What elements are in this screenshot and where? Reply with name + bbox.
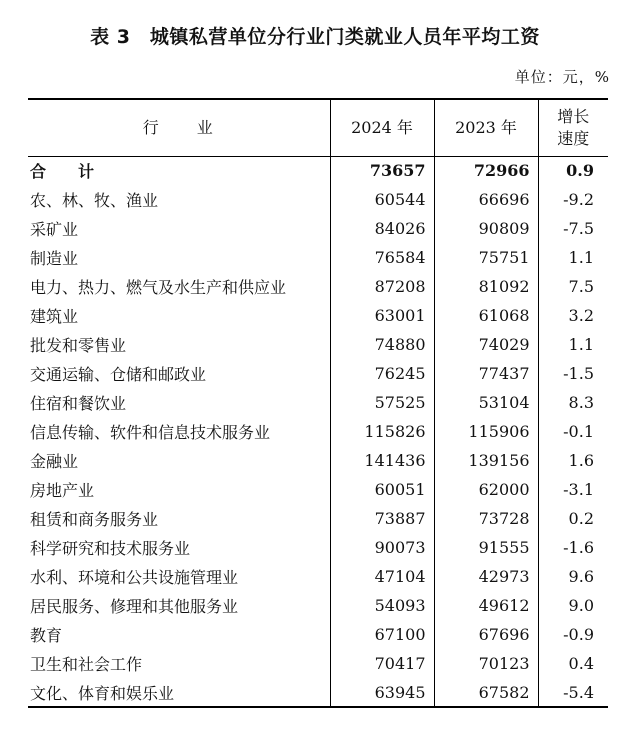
industry-cell: 电力、热力、燃气及水生产和供应业 (30, 278, 287, 297)
value-2023-cell: 67582 (434, 678, 538, 707)
table-row (28, 620, 608, 649)
value-2023-cell: 91555 (434, 533, 538, 562)
value-2024-cell: 70417 (330, 649, 434, 678)
industry-cell: 租赁和商务服务业 (30, 510, 159, 529)
table-row (28, 591, 608, 620)
value-2024-cell: 76245 (330, 359, 434, 388)
value-2023-cell: 139156 (434, 446, 538, 475)
growth-rate-cell: 7.5 (538, 272, 608, 301)
growth-rate-cell: -3.1 (538, 475, 608, 504)
industry-cell: 卫生和社会工作 (30, 655, 143, 674)
industry-cell: 房地产业 (30, 481, 95, 500)
page-title: 表 3 城镇私营单位分行业门类就业人员年平均工资 (90, 26, 540, 48)
value-2023-cell: 61068 (434, 301, 538, 330)
growth-rate-cell: 9.0 (538, 591, 608, 620)
value-2023-cell: 72966 (434, 156, 538, 185)
table-row (28, 185, 608, 214)
value-2024-cell: 90073 (330, 533, 434, 562)
value-2024-cell: 60051 (330, 475, 434, 504)
industry-cell: 信息传输、软件和信息技术服务业 (30, 423, 271, 442)
value-2024-cell: 67100 (330, 620, 434, 649)
value-2023-cell: 67696 (434, 620, 538, 649)
value-2024-cell: 74880 (330, 330, 434, 359)
value-2024-cell: 87208 (330, 272, 434, 301)
value-2024-cell: 60544 (330, 185, 434, 214)
table-row (28, 243, 608, 272)
table-row (28, 562, 608, 591)
table-row (28, 272, 608, 301)
value-2023-cell: 90809 (434, 214, 538, 243)
table-row (28, 330, 608, 359)
table-row (28, 678, 608, 707)
growth-rate-cell: -1.6 (538, 533, 608, 562)
industry-cell: 采矿业 (30, 220, 79, 239)
value-2023-cell: 81092 (434, 272, 538, 301)
header-industry: 行 业 (28, 99, 330, 156)
table-row (28, 446, 608, 475)
table-row (28, 533, 608, 562)
value-2024-cell: 47104 (330, 562, 434, 591)
industry-cell: 制造业 (30, 249, 79, 268)
value-2023-cell: 77437 (434, 359, 538, 388)
value-2024-cell: 54093 (330, 591, 434, 620)
industry-cell: 农、林、牧、渔业 (30, 191, 159, 210)
industry-cell: 科学研究和技术服务业 (30, 539, 191, 558)
value-2024-cell: 115826 (330, 417, 434, 446)
value-2024-cell: 73657 (330, 156, 434, 185)
value-2023-cell: 49612 (434, 591, 538, 620)
table-row (28, 359, 608, 388)
growth-rate-cell: -0.1 (538, 417, 608, 446)
industry-cell: 批发和零售业 (30, 336, 127, 355)
industry-cell: 交通运输、仓储和邮政业 (30, 365, 207, 384)
table-row (28, 214, 608, 243)
table-row (28, 475, 608, 504)
value-2023-cell: 42973 (434, 562, 538, 591)
wage-table (28, 98, 608, 708)
value-2023-cell: 115906 (434, 417, 538, 446)
header-growth: 增长 速度 (538, 99, 608, 156)
industry-cell: 金融业 (30, 452, 79, 471)
table-total-row (28, 156, 608, 185)
table-body (28, 156, 608, 707)
industry-cell: 居民服务、修理和其他服务业 (30, 597, 239, 616)
value-2024-cell: 141436 (330, 446, 434, 475)
value-2024-cell: 84026 (330, 214, 434, 243)
growth-rate-cell: 1.1 (538, 330, 608, 359)
growth-rate-cell: 1.1 (538, 243, 608, 272)
header-2024: 2024 年 (330, 99, 434, 156)
table-row (28, 417, 608, 446)
growth-rate-cell: -7.5 (538, 214, 608, 243)
growth-rate-cell: 0.2 (538, 504, 608, 533)
table-header-row (28, 99, 608, 156)
growth-rate-cell: -5.4 (538, 678, 608, 707)
growth-rate-cell: 8.3 (538, 388, 608, 417)
header-2023: 2023 年 (434, 99, 538, 156)
value-2023-cell: 66696 (434, 185, 538, 214)
value-2023-cell: 73728 (434, 504, 538, 533)
industry-cell: 住宿和餐饮业 (30, 394, 127, 413)
table-row (28, 504, 608, 533)
value-2024-cell: 73887 (330, 504, 434, 533)
growth-rate-cell: -0.9 (538, 620, 608, 649)
table-row (28, 388, 608, 417)
growth-rate-cell: 9.6 (538, 562, 608, 591)
growth-rate-cell: -9.2 (538, 185, 608, 214)
value-2023-cell: 62000 (434, 475, 538, 504)
growth-rate-cell: 0.9 (538, 156, 608, 185)
table-row (28, 649, 608, 678)
growth-rate-cell: 1.6 (538, 446, 608, 475)
value-2023-cell: 53104 (434, 388, 538, 417)
industry-cell: 教育 (30, 626, 63, 645)
growth-rate-cell: 3.2 (538, 301, 608, 330)
industry-cell: 水利、环境和公共设施管理业 (30, 568, 239, 587)
value-2024-cell: 76584 (330, 243, 434, 272)
value-2023-cell: 74029 (434, 330, 538, 359)
industry-cell: 合 计 (30, 162, 95, 182)
value-2024-cell: 63001 (330, 301, 434, 330)
value-2024-cell: 63945 (330, 678, 434, 707)
table-row (28, 301, 608, 330)
value-2023-cell: 70123 (434, 649, 538, 678)
industry-cell: 建筑业 (30, 307, 79, 326)
growth-rate-cell: -1.5 (538, 359, 608, 388)
value-2023-cell: 75751 (434, 243, 538, 272)
unit-note: 单位：元，% (514, 68, 610, 86)
growth-rate-cell: 0.4 (538, 649, 608, 678)
industry-cell: 文化、体育和娱乐业 (28, 678, 330, 707)
value-2024-cell: 57525 (330, 388, 434, 417)
